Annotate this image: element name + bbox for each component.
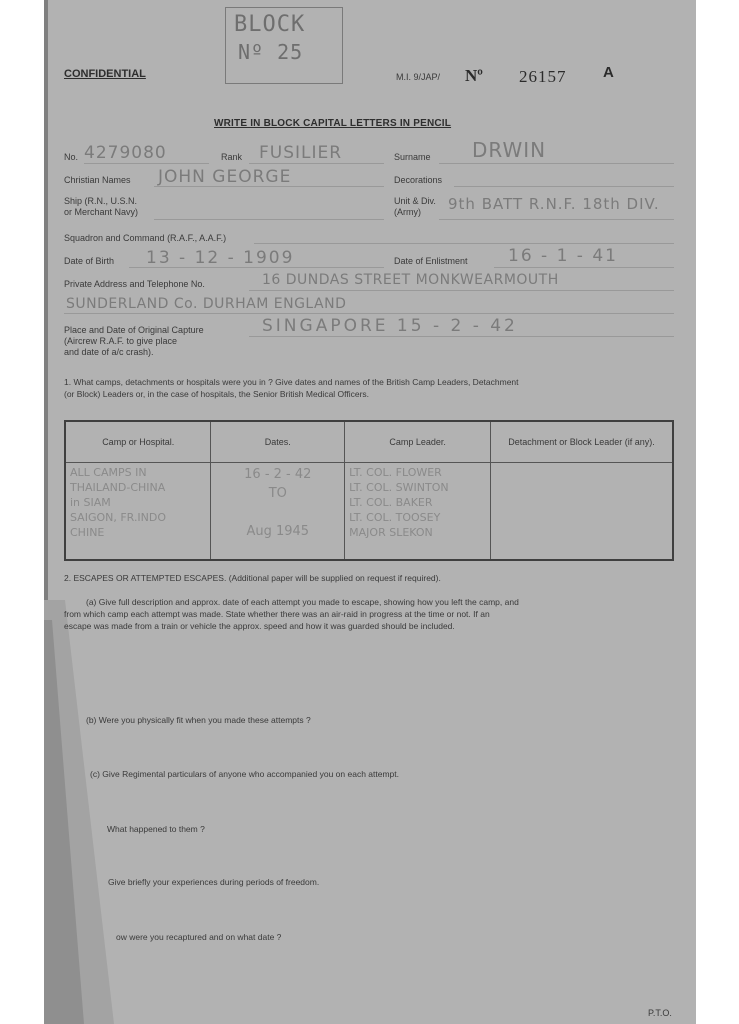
no-value: 4279080 (84, 143, 167, 163)
camp-line: SAIGON, FR.INDO (70, 511, 167, 524)
leader-line: LT. COL. SWINTON (349, 481, 449, 494)
decorations-label: Decorations (394, 175, 443, 185)
question-2-title: 2. ESCAPES OR ATTEMPTED ESCAPES. (Additional paper will be supplied on request if required). (64, 573, 441, 583)
number-label: Nº (465, 66, 483, 85)
number-suffix: A (603, 64, 614, 81)
unit-value: 9th BATT R.N.F. 18th DIV. (448, 195, 660, 213)
ship-label-2: or Merchant Navy) (64, 207, 139, 217)
no-rule (84, 163, 209, 164)
column-header: Dates. (211, 421, 345, 463)
question-2a-line: escape was made from a train or vehicle the approx. speed and how it was guarded should be included. (64, 621, 455, 631)
question-2a (64, 596, 519, 632)
question-1-line-2: (or Block) Leaders or, in the case of hospitals, the Senior British Medical Officers. (64, 389, 370, 399)
ship-rule (154, 219, 384, 220)
capture-label-2: (Aircrew R.A.F. to give place (64, 336, 178, 346)
unit-rule (439, 219, 674, 220)
question-2a-line: from which camp each attempt was made. State whether there was an air-raid in progress at the time or not. If an (64, 609, 490, 619)
address-value-2: SUNDERLAND Co. DURHAM ENGLAND (66, 296, 347, 312)
enlistment-value: 16 - 1 - 41 (508, 246, 618, 266)
document-number: 26157 (519, 67, 567, 86)
capture-label-3: and date of a/c crash). (64, 347, 154, 357)
camp-line: THAILAND-CHINA (70, 481, 166, 494)
date-line: Aug 1945 (246, 524, 310, 539)
capture-label-1: Place and Date of Original Capture (64, 325, 204, 335)
squadron-label: Squadron and Command (R.A.F., A.A.F.) (64, 233, 227, 243)
dob-rule (129, 267, 384, 268)
question-2d: What happened to them ? (107, 824, 205, 834)
camps-table (64, 420, 674, 561)
address-rule-2 (64, 313, 674, 314)
surname-label: Surname (394, 152, 431, 162)
dob-label: Date of Birth (64, 256, 115, 266)
stamp-line-2: Nº 25 (238, 40, 304, 64)
capture-rule (249, 336, 674, 337)
dob-value: 13 - 12 - 1909 (146, 248, 295, 268)
date-line: TO (268, 486, 287, 501)
christian-names-label: Christian Names (64, 175, 131, 185)
date-line: 16 - 2 - 42 (244, 467, 312, 482)
column-header: Camp or Hospital. (65, 421, 211, 463)
table-row (65, 463, 673, 561)
instruction-heading: WRITE IN BLOCK CAPITAL LETTERS IN PENCIL (214, 118, 452, 129)
surname-rule (439, 163, 674, 164)
camp-line: CHINE (70, 526, 105, 539)
leader-line: MAJOR SLEKON (349, 526, 433, 539)
question-2c: (c) Give Regimental particulars of anyone who accompanied you on each attempt. (90, 769, 399, 779)
camp-line: in SIAM (70, 496, 111, 509)
camp-line: ALL CAMPS IN (70, 466, 147, 479)
rank-value: FUSILIER (259, 143, 343, 163)
no-label: No. (64, 152, 79, 162)
confidential-label: CONFIDENTIAL (64, 68, 146, 80)
address-rule-1 (249, 290, 674, 291)
address-value-1: 16 DUNDAS STREET MONKWEARMOUTH (262, 272, 559, 288)
question-1-line-1: 1. What camps, detachments or hospitals were you in ? Give dates and names of the British Camp Leaders, Detachment (64, 377, 519, 387)
pto-label: P.T.O. (648, 1008, 672, 1018)
surname-value: DRWIN (472, 138, 547, 162)
form-page (44, 0, 696, 1024)
question-2a-line: (a) Give full description and approx. date of each attempt you made to escape, showing how you left the camp, and (86, 597, 519, 607)
enlistment-label: Date of Enlistment (394, 256, 468, 266)
table-cell-detachment (491, 463, 673, 561)
address-label: Private Address and Telephone No. (64, 279, 205, 289)
table-cell-leaders (345, 463, 491, 561)
unit-label-2: (Army) (394, 207, 421, 217)
column-header: Camp Leader. (345, 421, 491, 463)
question-2f: ow were you recaptured and on what date ? (116, 932, 282, 942)
ship-label-1: Ship (R.N., U.S.N. (64, 196, 138, 206)
decorations-rule (454, 186, 674, 187)
table-cell-camps (65, 463, 211, 561)
date-line (215, 503, 340, 522)
christian-names-value: JOHN GEORGE (158, 167, 292, 187)
christian-rule (154, 186, 384, 187)
block-stamp (225, 7, 343, 84)
leader-line: LT. COL. FLOWER (349, 466, 442, 479)
table-header-row (65, 421, 673, 463)
enlist-rule (494, 267, 674, 268)
rank-label: Rank (221, 152, 243, 162)
rank-rule (249, 163, 384, 164)
leader-line: LT. COL. TOOSEY (349, 511, 441, 524)
question-2b: (b) Were you physically fit when you made these attempts ? (86, 715, 311, 725)
column-header: Detachment or Block Leader (if any). (491, 421, 673, 463)
capture-value: SINGAPORE 15 - 2 - 42 (262, 316, 518, 336)
unit-label-1: Unit & Div. (394, 196, 436, 206)
question-2e: Give briefly your experiences during periods of freedom. (108, 877, 320, 887)
squadron-rule (254, 243, 674, 244)
table-cell-dates (211, 463, 345, 561)
leader-line: LT. COL. BAKER (349, 496, 433, 509)
form-reference: M.I. 9/JAP/ (396, 72, 441, 82)
stamp-line-1: BLOCK (234, 12, 306, 37)
